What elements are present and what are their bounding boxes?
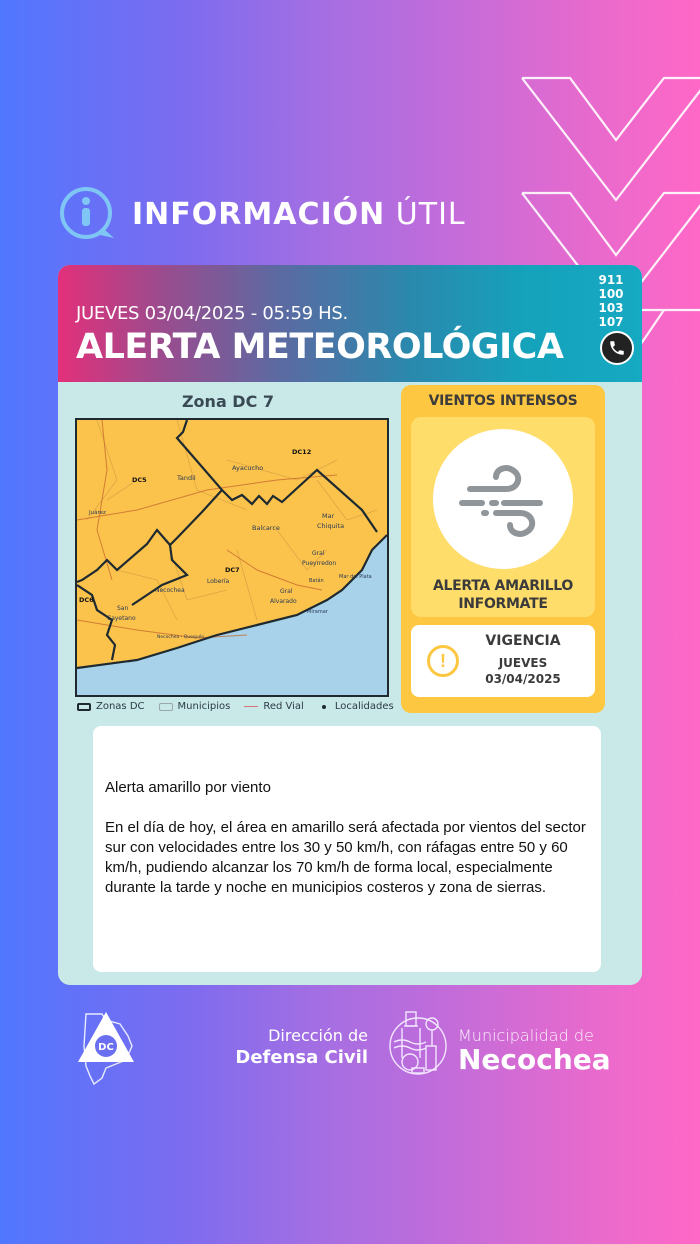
- phone-number[interactable]: 107: [598, 315, 624, 329]
- svg-text:Necochea - Quequén: Necochea - Quequén: [157, 635, 205, 640]
- dc-line1: Dirección de: [268, 1026, 368, 1045]
- validity-date: 03/04/2025: [485, 672, 561, 686]
- svg-text:DC6: DC6: [79, 596, 94, 604]
- defensa-civil-logo-icon: [76, 1006, 138, 1086]
- svg-text:Chiquita: Chiquita: [317, 522, 345, 530]
- validity-title: VIGENCIA: [485, 633, 561, 649]
- emergency-phones: [594, 273, 628, 329]
- svg-text:Lobería: Lobería: [207, 578, 230, 585]
- phone-icon: [600, 331, 634, 365]
- svg-text:Gral: Gral: [280, 588, 293, 595]
- svg-text:DC: DC: [98, 1042, 114, 1053]
- dc-line2: Defensa Civil: [235, 1047, 368, 1068]
- svg-text:DC5: DC5: [132, 476, 147, 484]
- defensa-civil-text: [210, 1026, 368, 1068]
- locality-dot-icon: [322, 705, 326, 709]
- legend-item-roads: [244, 701, 303, 712]
- description-body: En el día de hoy, el área en amarillo será afectada por vientos del sector sur con velocidades entre los 30 y 50 km/h, con ráfagas entre 50 y 60 km/h, pudiendo alcanzar los 70 km/h de forma local, especialmente durante la tarde y noche en municipios costeros y zona de sierras.: [105, 819, 586, 896]
- legend-item-municipios: [159, 701, 231, 712]
- municipio-swatch-icon: [159, 703, 173, 711]
- validity-day: JUEVES: [498, 656, 548, 670]
- neco-line2: Necochea: [458, 1043, 611, 1076]
- alert-map[interactable]: [75, 418, 389, 697]
- title-light: ÚTIL: [395, 196, 466, 232]
- svg-text:DC7: DC7: [225, 566, 240, 574]
- necochea-logo-icon: [386, 1006, 450, 1080]
- legend-item-localities: [318, 701, 394, 712]
- neco-line1: Municipalidad de: [458, 1026, 594, 1045]
- alert-level-panel: [401, 385, 605, 713]
- section-title: [132, 197, 466, 232]
- svg-text:DC12: DC12: [292, 448, 312, 456]
- zone-title: Zona DC 7: [181, 392, 275, 411]
- alert-description: [93, 726, 601, 972]
- svg-text:Necochea: Necochea: [155, 587, 185, 594]
- svg-text:San: San: [117, 605, 129, 612]
- svg-text:Gral: Gral: [312, 550, 325, 557]
- svg-text:Balcarce: Balcarce: [252, 524, 280, 532]
- road-swatch-icon: [244, 706, 258, 708]
- footer-logos: [0, 1000, 700, 1100]
- alert-level-box: [411, 417, 595, 617]
- legend-label: Localidades: [334, 701, 394, 712]
- zone-swatch-icon: [77, 703, 91, 711]
- info-chat-icon: [58, 186, 118, 242]
- svg-text:Mar: Mar: [322, 512, 335, 520]
- phenomenon-label: VIENTOS INTENSOS: [428, 393, 578, 409]
- alert-header: [58, 265, 642, 382]
- svg-text:Tandil: Tandil: [177, 474, 196, 482]
- alert-level-line2: INFORMATE: [458, 596, 548, 612]
- validity-box: [411, 625, 595, 697]
- legend-label: Municipios: [177, 701, 231, 712]
- svg-text:Miramar: Miramar: [307, 609, 328, 615]
- svg-text:Ayacucho: Ayacucho: [232, 464, 264, 472]
- svg-text:Mar del Plata: Mar del Plata: [339, 574, 372, 580]
- warning-icon: !: [427, 645, 459, 677]
- description-title: Alerta amarillo por viento: [105, 779, 271, 796]
- legend-label: Red Vial: [263, 701, 304, 712]
- phone-number[interactable]: 103: [598, 301, 624, 315]
- alert-level-line1: ALERTA AMARILLO: [433, 578, 573, 594]
- svg-text:Cayetano: Cayetano: [107, 615, 136, 622]
- necochea-text: [458, 1026, 611, 1075]
- info-header: [58, 186, 466, 242]
- svg-text:Batán: Batán: [309, 578, 324, 584]
- alert-datetime: JUEVES 03/04/2025 - 05:59 HS.: [76, 303, 348, 324]
- title-bold: INFORMACIÓN: [132, 196, 386, 232]
- legend-label: Zonas DC: [96, 701, 145, 712]
- svg-text:Pueyrredon: Pueyrredon: [302, 560, 337, 567]
- alert-card: [58, 265, 642, 985]
- phone-number[interactable]: 911: [598, 273, 624, 287]
- alert-level-label: [411, 577, 595, 613]
- alert-title: ALERTA METEOROLÓGICA: [76, 327, 564, 367]
- wind-icon: [433, 429, 573, 569]
- svg-text:Alvarado: Alvarado: [270, 598, 297, 605]
- phone-number[interactable]: 100: [598, 287, 624, 301]
- map-legend: [77, 701, 394, 712]
- svg-text:Juárez: Juárez: [89, 510, 106, 516]
- legend-item-zones: [77, 701, 145, 712]
